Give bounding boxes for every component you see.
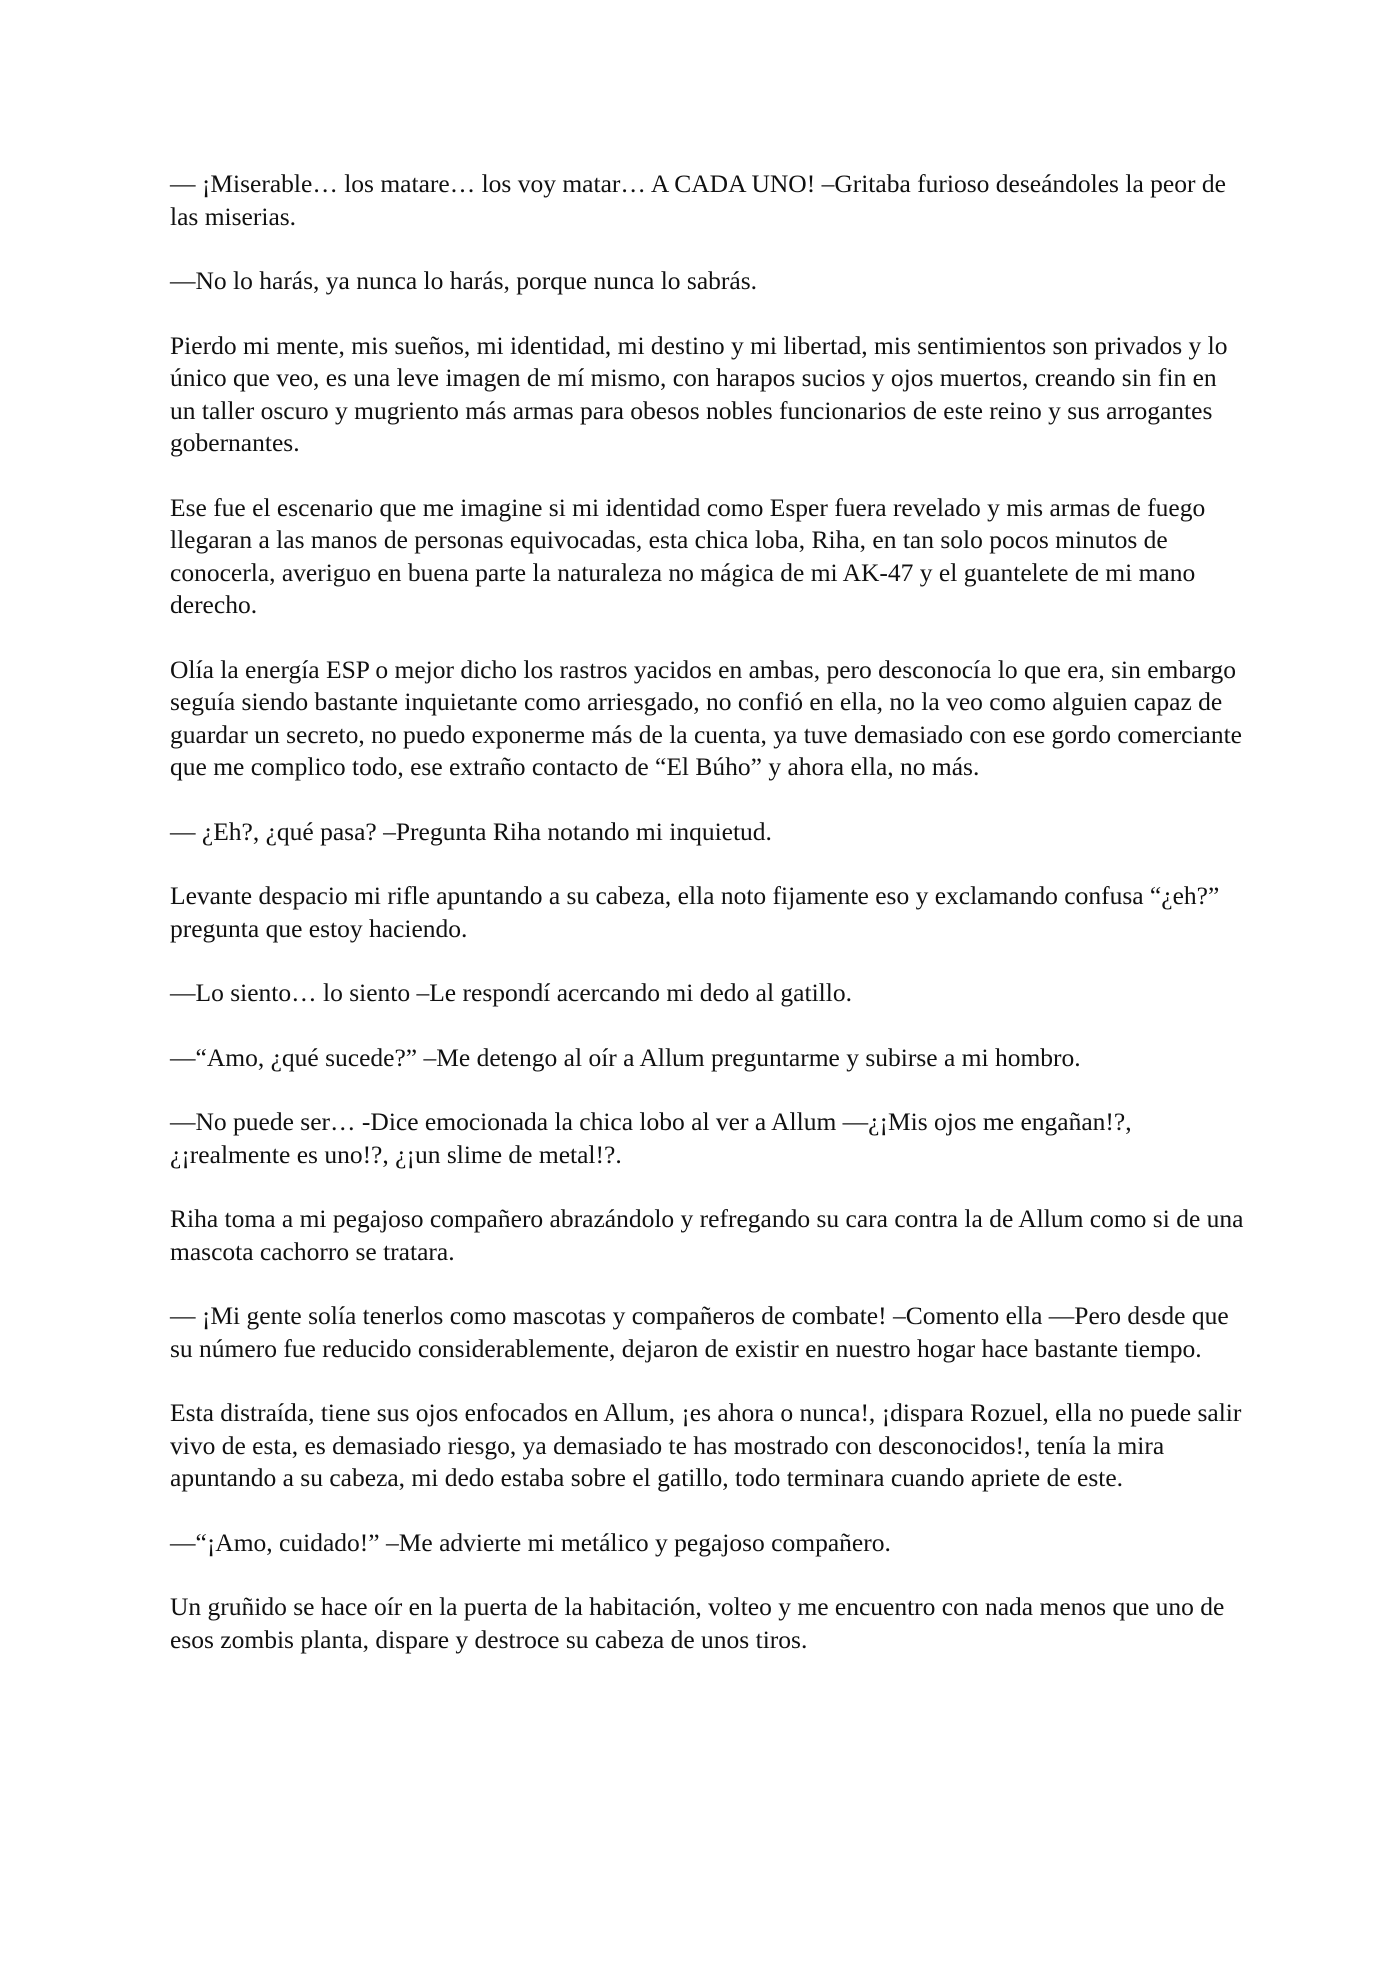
page-body-text [170,168,1245,1688]
paragraph-10: —No puede ser… -Dice emocionada la chica lobo al ver a Allum —¿¡Mis ojos me engañan!?, ¿¡realmente es uno!?, ¿¡un slime de metal!?. [170,1107,1132,1169]
paragraph-4: Ese fue el escenario que me imagine si mi identidad como Esper fuera revelado y mis armas de fuego llegaran a las manos de personas equivocadas, esta chica loba, Riha, en tan solo pocos minutos de conocerla, averiguo en buena parte la naturaleza no mágica de mi AK-47 y el guantelete de mi mano derecho. [170,492,1206,619]
paragraph-11: Riha toma a mi pegajoso compañero abrazándolo y refregando su cara contra la de Allum como si de una mascota cachorro se tratara. [170,1204,1244,1266]
paragraph-12: — ¡Mi gente solía tenerlos como mascotas y compañeros de combate! –Comento ella —Pero desde que su número fue reducido considerablemente, dejaron de existir en nuestro hogar hace bastante tiempo. [170,1301,1229,1363]
paragraph-6: — ¿Eh?, ¿qué pasa? –Pregunta Riha notando mi inquietud. [170,816,772,846]
paragraph-8: —Lo siento… lo siento –Le respondí acercando mi dedo al gatillo. [170,978,852,1007]
paragraph-15: Un gruñido se hace oír en la puerta de la habitación, volteo y me encuentro con nada menos que uno de esos zombis planta, dispare y destroce su cabeza de unos tiros. [170,1592,1225,1654]
paragraph-14: —“¡Amo, cuidado!” –Me advierte mi metálico y pegajoso compañero. [170,1527,891,1557]
paragraph-5: Olía la energía ESP o mejor dicho los rastros yacidos en ambas, pero desconocía lo que era, sin embargo seguía siendo bastante inquietante como arriesgado, no confió en ella, no la veo como alguien capaz de guardar un secreto, no puedo exponerme más de la cuenta, ya tuve demasiado con ese gordo comerciante que me complico todo, ese extraño contacto de “El Búho” y ahora ella, no más. [170,654,1242,781]
paragraph-7: Levante despacio mi rifle apuntando a su cabeza, ella noto fijamente eso y exclamando confusa “¿eh?” pregunta que estoy haciendo. [170,881,1220,943]
paragraph-3: Pierdo mi mente, mis sueños, mi identidad, mi destino y mi libertad, mis sentimientos son privados y lo único que veo, es una leve imagen de mí mismo, con harapos sucios y ojos muertos, creando sin fin en un taller oscuro y mugriento más armas para obesos nobles funcionarios de este reino y sus arrogantes gobernantes. [170,330,1228,457]
paragraph-1: — ¡Miserable… los matare… los voy matar… A CADA UNO! –Gritaba furioso deseándoles la peor de las miserias. [170,169,1226,231]
paragraph-9: —“Amo, ¿qué sucede?” –Me detengo al oír a Allum preguntarme y subirse a mi hombro. [170,1042,1081,1072]
paragraph-2: —No lo harás, ya nunca lo harás, porque nunca lo sabrás. [170,266,758,295]
paragraph-13: Esta distraída, tiene sus ojos enfocados en Allum, ¡es ahora o nunca!, ¡dispara Rozuel, ella no puede salir vivo de esta, es demasiado riesgo, ya demasiado te has mostrado con desconocidos!, tenía la mira apuntando a su cabeza, mi dedo estaba sobre el gatillo, todo terminara cuando apriete de este. [170,1398,1242,1492]
